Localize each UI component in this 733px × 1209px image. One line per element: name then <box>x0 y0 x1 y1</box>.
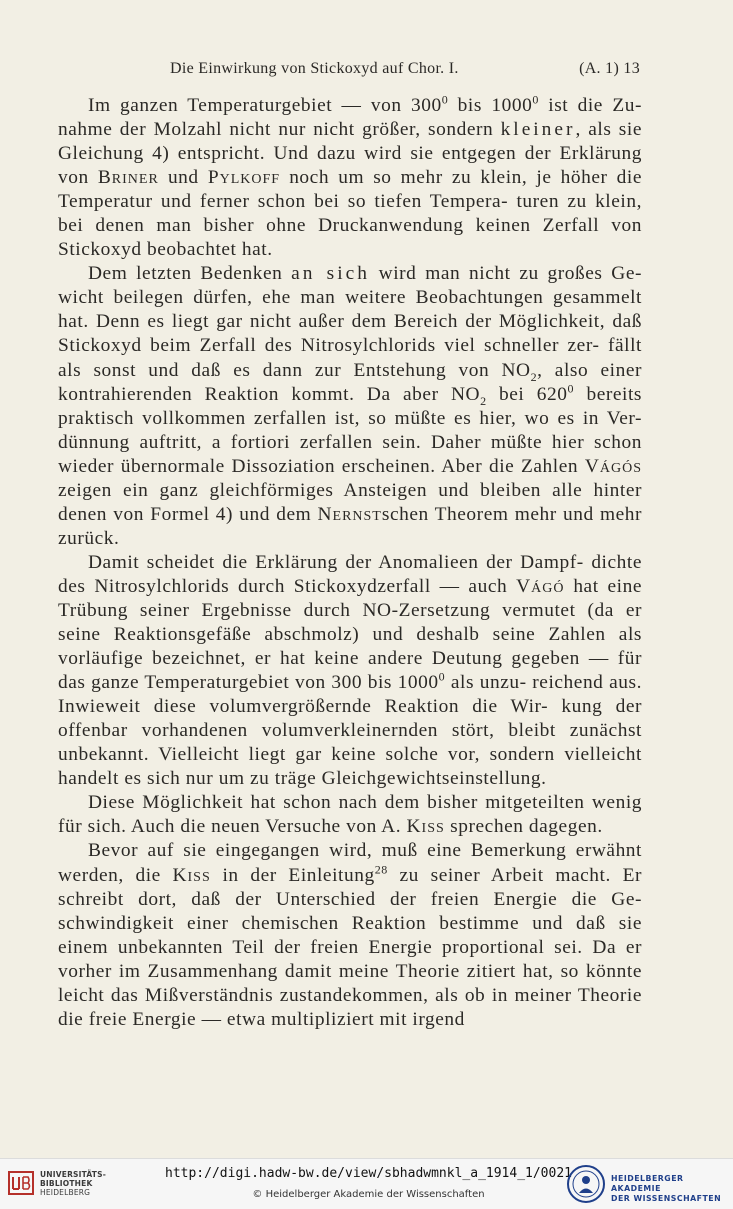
running-title: Die Einwirkung von Stickoxyd auf Chor. I. <box>170 60 459 77</box>
text-line: hat. Denn es liegt gar nicht außer dem Bereich der Möglichkeit, <box>58 311 613 333</box>
text-line: nahme der Molzahl nicht nur nicht größer, sondern kleiner, als <box>58 119 619 141</box>
body-text <box>58 94 642 1032</box>
text-line: hat eine Trübung seiner Ergebnisse durch NO-Zersetzung vermutet <box>58 575 643 621</box>
text-line: kontrahierenden Reaktion kommt. Da aber $NO_2$ bei $620^0$ bereits <box>58 381 642 408</box>
text-line: dagegen. <box>528 816 603 838</box>
text-line: hinter denen von Formel 4) und dem Nernstschen Theorem mehr <box>58 479 642 525</box>
text-line: Im ganzen Temperaturgebiet — von $300^0$ bis 1000$^0$ ist die Zu- <box>88 92 642 116</box>
university-library-name: UNIVERSITÄTS- BIBLIOTHEK HEIDELBERG <box>40 1170 107 1197</box>
text-line: zunächst unbekannt. Vielleicht liegt gar keine solche vor, sondern <box>58 720 642 766</box>
text-line: daß Stickoxyd beim Zerfall des Nitrosylchlorids viel schneller zer- <box>58 311 642 357</box>
text-line: Diese Möglichkeit hat schon nach dem bisher mitgeteilten <box>88 792 592 814</box>
text-line: dichte des Nitrosylchlorids durch Stickoxydzerfall — auch Vágó <box>58 551 642 597</box>
running-header <box>60 60 640 86</box>
text-line: meiner Theorie die freie Energie — etwa multipliziert mit irgend <box>58 984 642 1030</box>
academy-name: HEIDELBERGER AKADEMIE DER WISSENSCHAFTEN <box>611 1174 722 1203</box>
viewer-footer <box>0 1158 733 1209</box>
copyright-notice: © Heidelberger Akademie der Wissenschaften <box>252 1189 485 1200</box>
text-line: Zerfall von Stickoxyd beobachtet hat. <box>58 215 642 261</box>
text-line: könnte leicht das Mißverständnis zustandekommen, als ob in <box>58 960 642 1006</box>
text-line: Er schreibt dort, daß der Unterschied der freien Energie die Ge- <box>58 864 642 910</box>
text-line: fällt als sonst und daß es dann zur Entstehung von $NO_2$, also einer <box>58 335 642 384</box>
text-line: werden, die Kiss in der Einleitung$^{28}$ zu seiner Arbeit macht. <box>58 862 623 886</box>
paragraph <box>58 839 642 1031</box>
text-line: Bevor auf sie eingegangen wird, muß eine Bemerkung erwähnt <box>88 840 642 862</box>
text-line: Damit scheidet die Erklärung der Anomalieen der Dampf- <box>88 551 592 573</box>
text-line: er vorher im Zusammenhang damit meine Theorie zitiert hat, so <box>58 936 642 982</box>
text-line: sie Gleichung 4) entspricht. Und dazu wird sie entgegen der <box>58 119 642 165</box>
text-line: wieder übernormale Dissoziation erscheinen. Aber die Zahlen <box>58 455 585 477</box>
paragraph <box>58 262 642 551</box>
permalink-url[interactable]: http://digi.hadw-bw.de/view/sbhadwmnkl_a_1914_1/0021 <box>165 1166 572 1181</box>
text-line: Dem letzten Bedenken an sich wird man nicht zu großes Ge- <box>88 263 642 285</box>
text-line: für das ganze Temperaturgebiet von 300 bis 1000$^0$ als unzu- <box>58 648 642 694</box>
text-line: einem unbekannten Teil der freien Energie proportional sei. Da <box>58 936 626 958</box>
university-library-logo-icon <box>6 1168 36 1198</box>
text-line: je höher die Temperatur und ferner schon bei so tiefen Tempera- <box>58 167 643 213</box>
text-line: wenig für sich. Auch die neuen Versuche von A. Kiss sprechen <box>58 792 642 838</box>
paragraph <box>58 94 642 262</box>
text-line: kung der offenbar vorhandenen volumverkleinernden stört, bleibt <box>58 696 642 742</box>
paragraph <box>58 551 642 791</box>
text-line: als vorläufige bezeichnet, er hat keine andere Deutung gegeben — <box>58 624 642 670</box>
paragraph <box>58 791 642 839</box>
page-number: (A. 1) 13 <box>579 60 640 77</box>
academy-seal-icon <box>566 1164 606 1204</box>
text-line: Vágós zeigen ein ganz gleichförmiges Ansteigen und bleiben alle <box>58 455 642 501</box>
text-line: Erklärung von Briner und Pylkoff noch um so mehr zu klein, <box>58 143 642 189</box>
text-line: turen zu klein, bei denen man bisher ohne Druckanwendung keinen <box>58 191 642 237</box>
text-line: reichend aus. Inwieweit diese volumvergrößernde Reaktion die Wir- <box>58 672 642 718</box>
text-line: dünnung auftritt, a fortiori zerfallen sein. Daher müßte hier schon <box>58 431 642 453</box>
text-line: wicht beilegen dürfen, ehe man weitere Beobachtungen gesammelt <box>58 287 642 309</box>
text-line: praktisch vollkommen zerfallen ist, so müßte es hier, wo es in Ver- <box>58 407 642 429</box>
text-line: (da er seine Reaktionsgefäße abschmolz) und deshalb seine Zahlen <box>58 599 642 646</box>
text-line: vielleicht handelt es sich nur um zu träge Gleichgewichtseinstellung. <box>58 744 642 790</box>
text-line: und mehr zurück. <box>58 503 642 549</box>
text-line: schwindigkeit einer chemischen Reaktion bestimme und daß sie <box>58 912 642 934</box>
